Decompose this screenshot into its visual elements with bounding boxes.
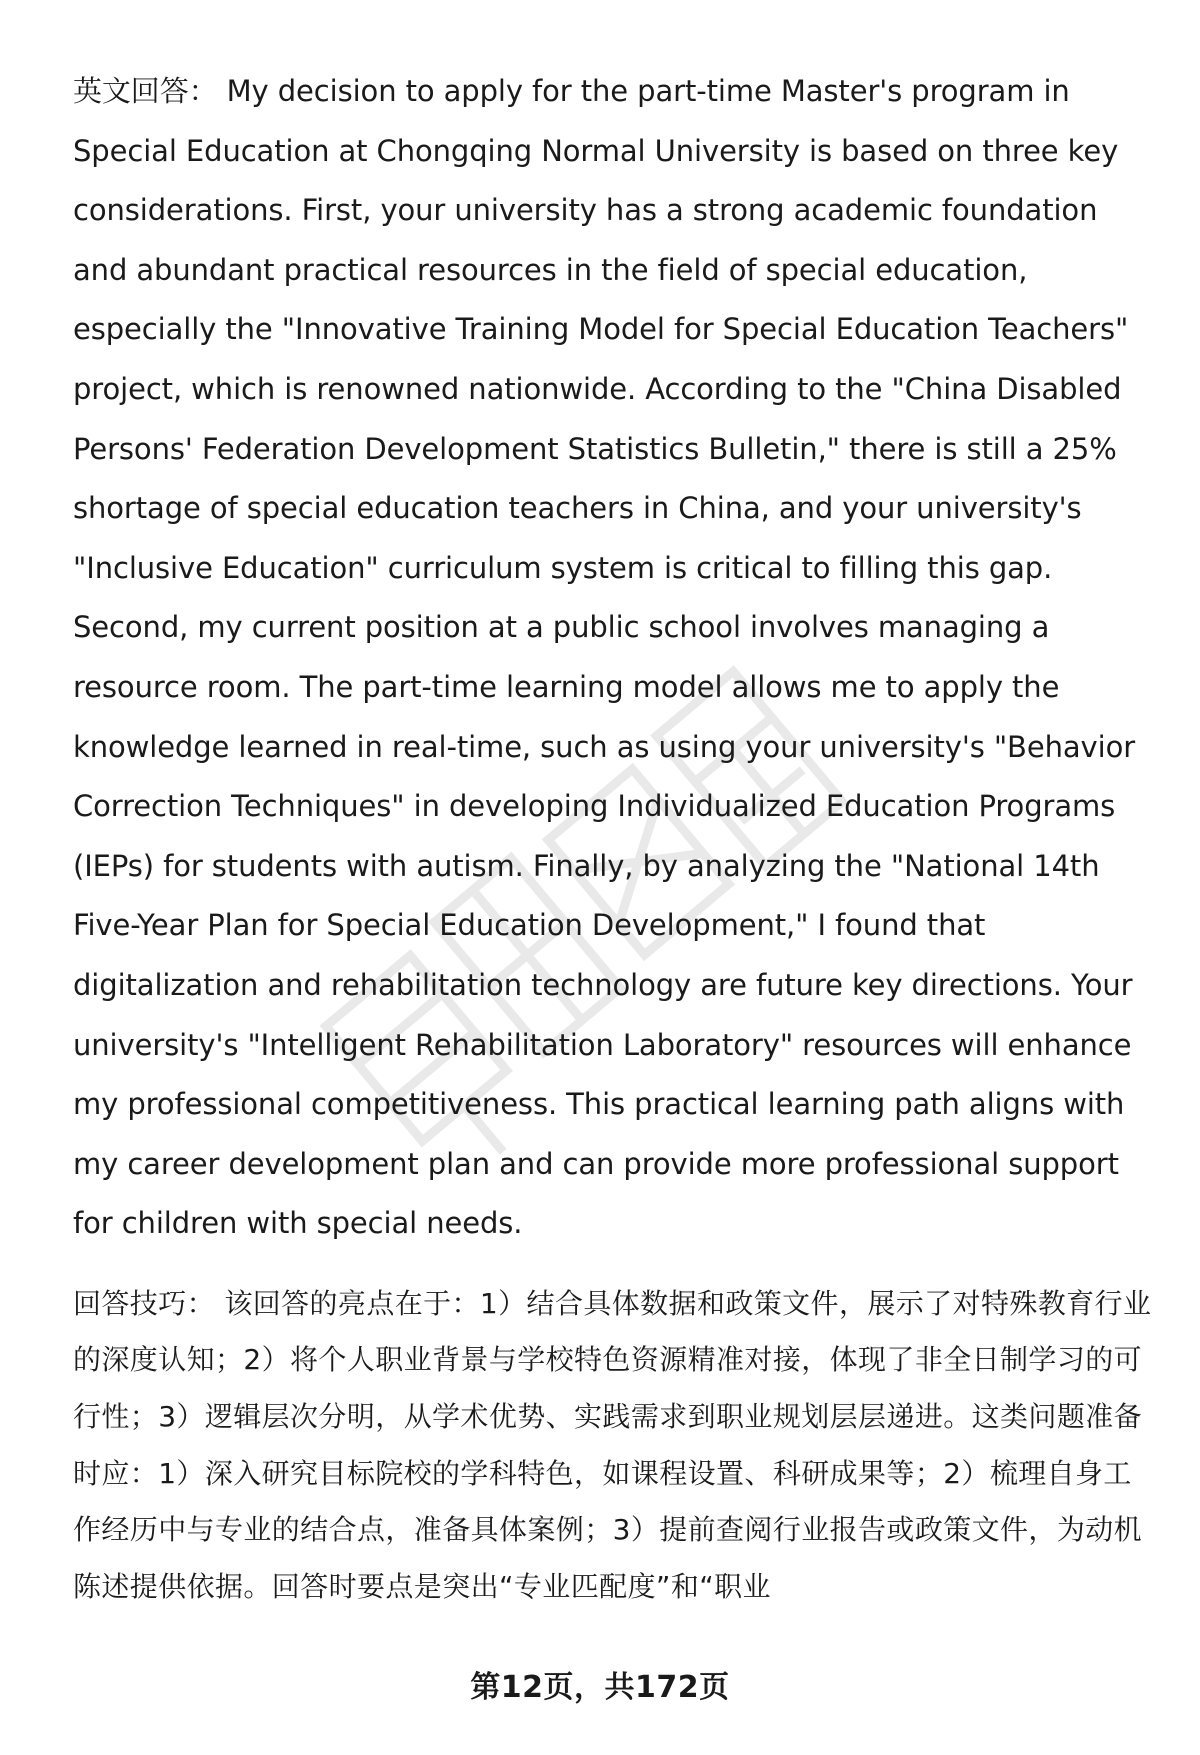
content-area xyxy=(73,62,1158,1615)
answer-label: 英文回答： xyxy=(73,74,218,108)
tips-label: 回答技巧： xyxy=(73,1286,216,1320)
answer-paragraph xyxy=(73,62,1158,1254)
tips-text: 该回答的亮点在于：1）结合具体数据和政策文件，展示了对特殊教育行业的深度认知；2）将个人职业背景与学校特色资源精准对接，体现了非全日制学习的可行性；3）逻辑层次分明，从学术优势、实践需求到职业规划层层递进。这类问题准备时应：1）深入研究目标院校的学科特色，如课程设置、科研成果等；2）梳理自身工作经历中与专业的结合点，准备具体案例；3）提前查阅行业报告或政策文件，为动机陈述提供依据。回答时要点是突出“专业匹配度”和“职业 xyxy=(73,1286,1152,1603)
tips-paragraph xyxy=(73,1276,1158,1616)
answer-text: My decision to apply for the part-time Master's program in Special Education at Chongqing Normal University is based on three key considerations. First, your university has a strong academic foundation and abundant practical resources in the field of special education, especially the "Innovative Training Model for Special Education Teachers" project, which is renowned nationwide. According to the "China Disabled Persons' Federation Development Statistics Bulletin," there is still a 25% shortage of special education teachers in China, and your university's "Inclusive Education" curriculum system is critical to filling this gap. Second, my current position at a public school involves managing a resource room. The part-time learning model allows me to apply the knowledge learned in real-time, such as using your university's "Behavior Correction Techniques" in developing Individualized Education Programs (IEPs) for students with autism. Finally, by analyzing the "National 14th Five-Year Plan for Special Education Development," I found that digitalization and rehabilitation technology are future key directions. Your university's "Intelligent Rehabilitation Laboratory" resources will enhance my professional competitiveness. This practical learning path aligns with my career development plan and can provide more professional support for children with special needs. xyxy=(73,74,1136,1241)
page-number: 第12页，共172页 xyxy=(470,1670,730,1705)
